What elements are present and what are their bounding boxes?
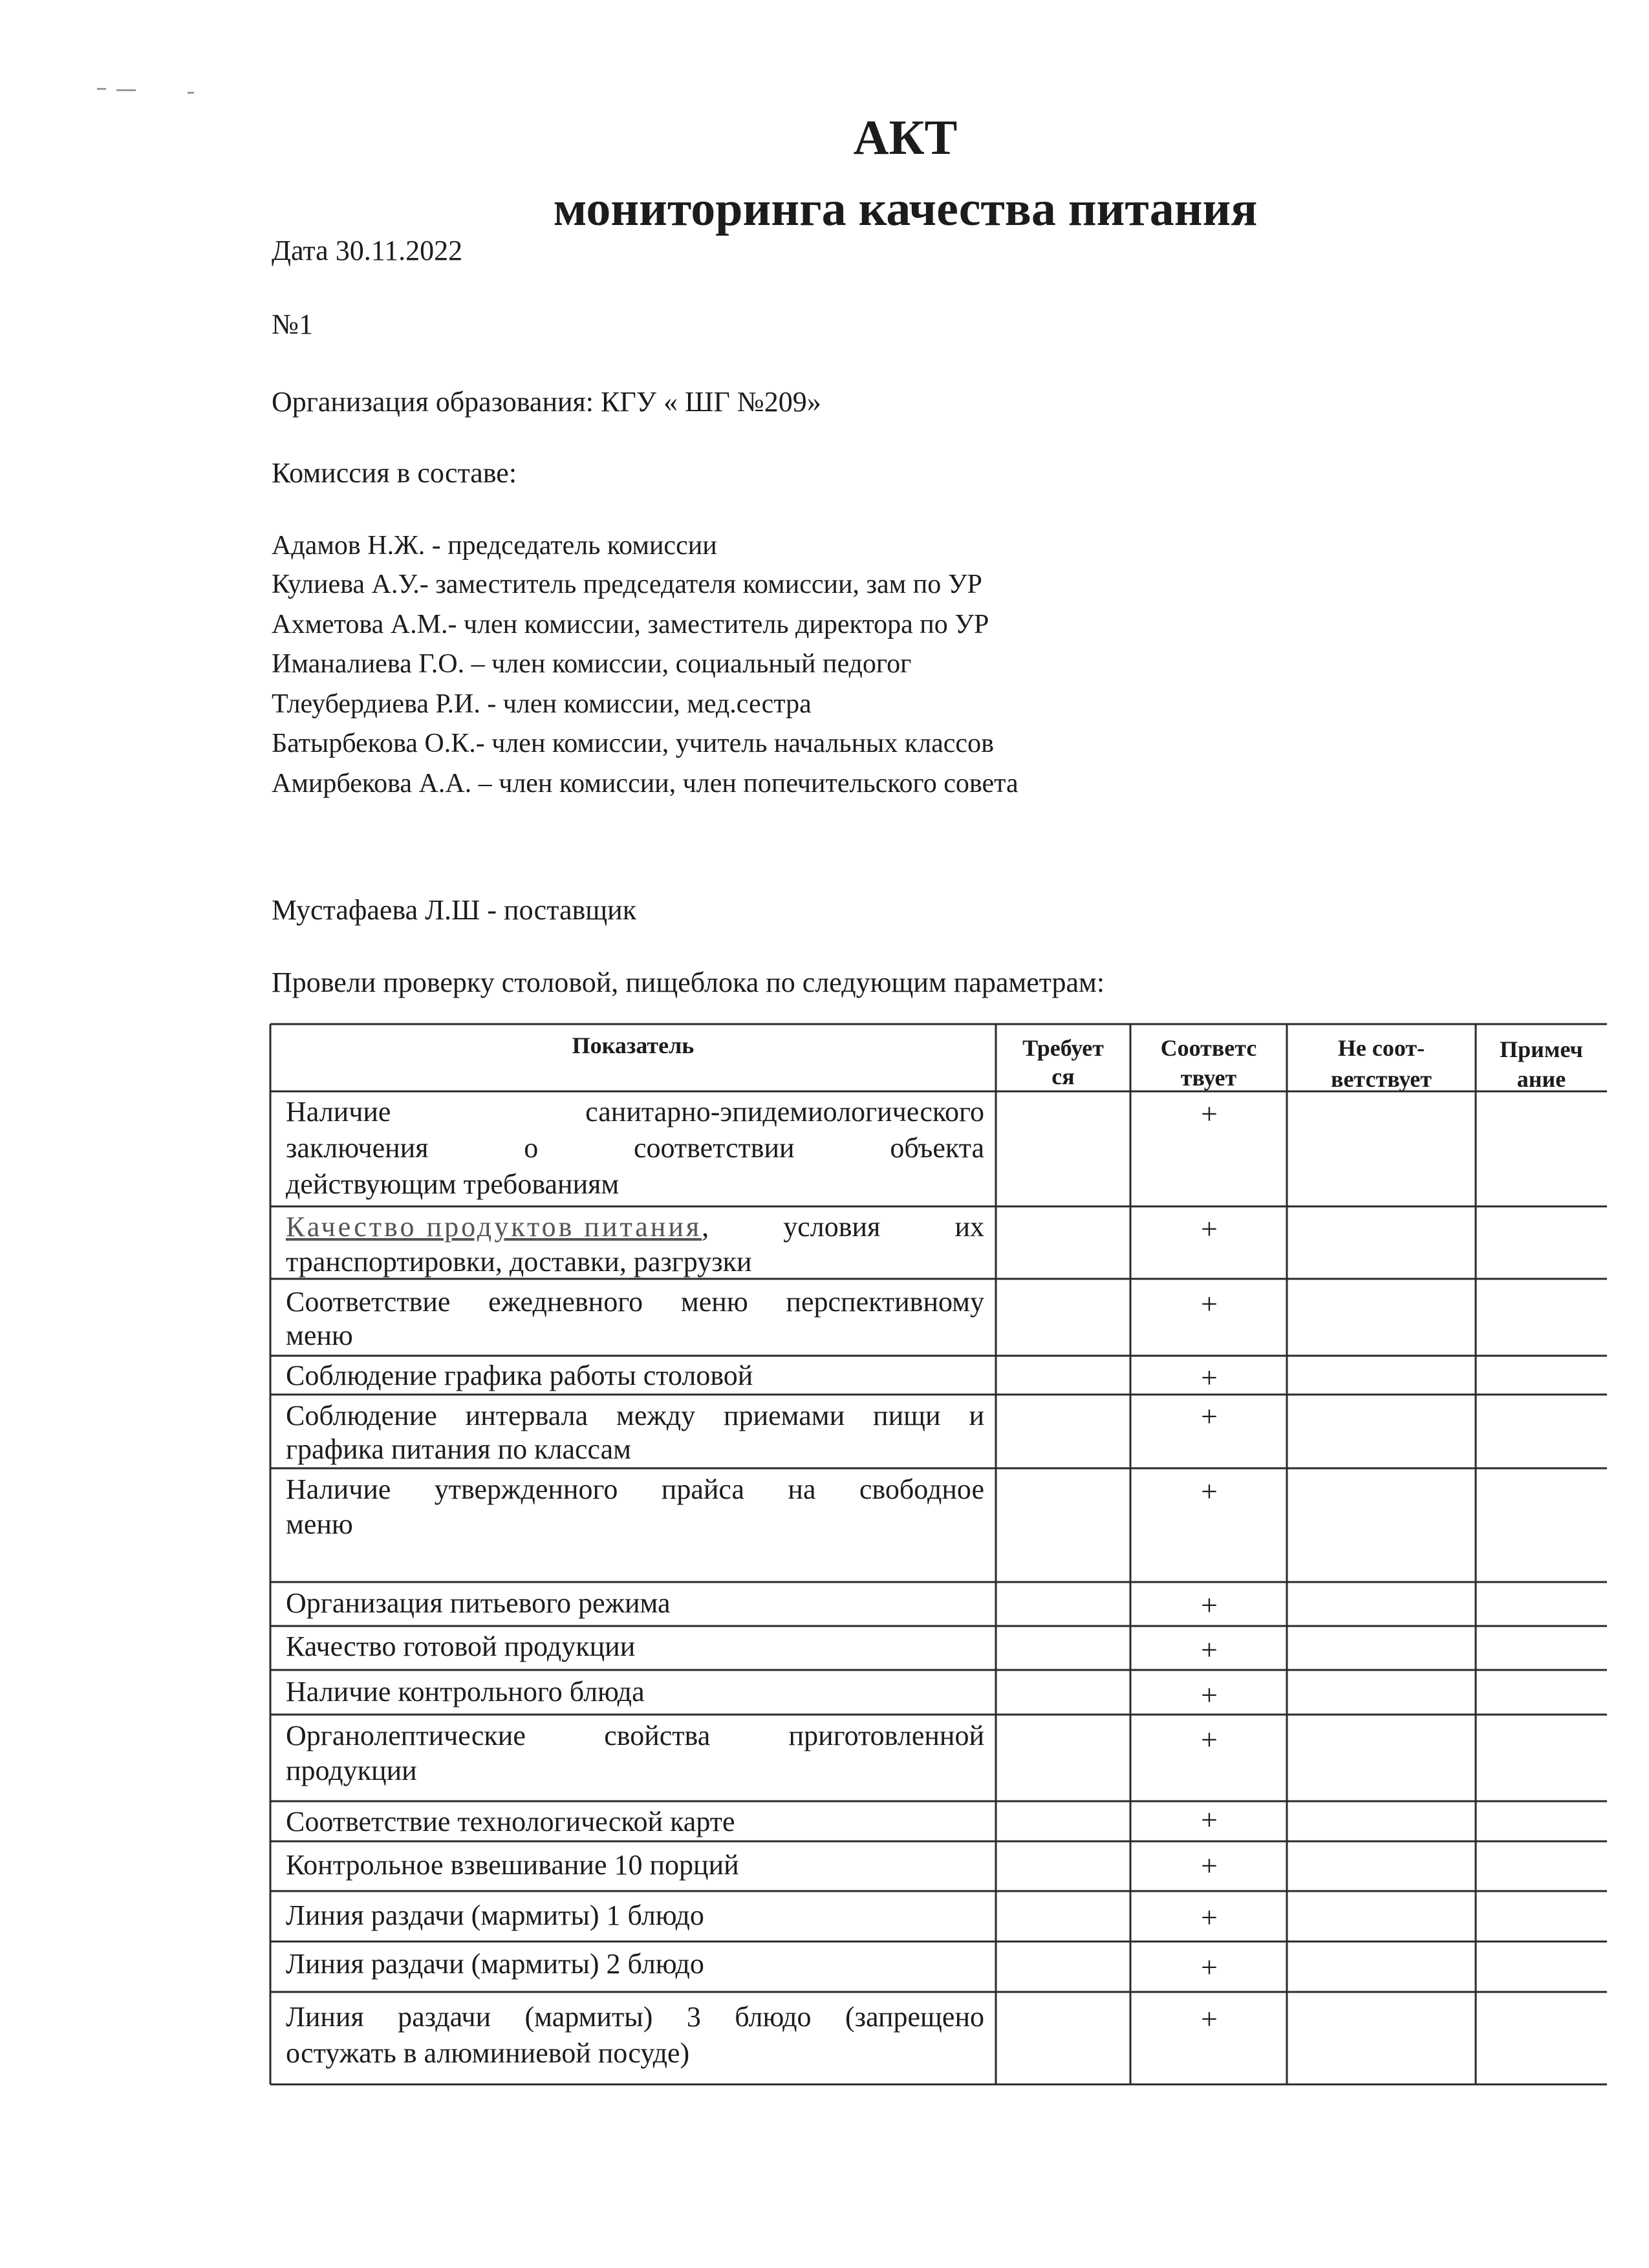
commission-member: Адамов Н.Ж. - председатель комиссии: [272, 531, 717, 561]
complies-mark: +: [1201, 1951, 1218, 1984]
header-noncompliant-line2: ветствует: [1331, 1066, 1432, 1092]
intro-line: Провели проверку столовой, пищеблока по следующим параметрам:: [272, 967, 1105, 998]
complies-mark: +: [1201, 1212, 1218, 1245]
supplier-line: Мустафаева Л.Ш - поставщик: [272, 894, 637, 926]
header-noncompliant-line1: Не соот-: [1337, 1035, 1425, 1061]
header-indicator: Показатель: [572, 1032, 695, 1058]
header-required-line2: ся: [1051, 1064, 1075, 1089]
act-number: №1: [272, 308, 313, 340]
header-complies-line1: Соответс: [1160, 1035, 1257, 1061]
commission-member: Ахметова А.М.- член комиссии, заместитель директора по УР: [272, 610, 989, 639]
table-row-indicator: Организация питьевого режима: [286, 1587, 671, 1619]
date-line: Дата 30.11.2022: [272, 235, 463, 266]
table-row-indicator: остужать в алюминиевой посуде): [286, 2037, 690, 2069]
complies-mark: +: [1201, 1287, 1218, 1320]
document-subtitle: мониторинга качества питания: [553, 182, 1258, 236]
commission-member: Тлеубердиева Р.И. - член комиссии, мед.сестра: [272, 689, 812, 719]
table-row-indicator: Линия раздачи (мармиты) 2 блюдо: [286, 1948, 704, 1980]
complies-mark: +: [1201, 1723, 1218, 1756]
commission-member: Иманалиева Г.О. – член комиссии, социальный педогог: [272, 649, 912, 679]
complies-mark: +: [1201, 1361, 1218, 1394]
table-row-indicator: Наличие утвержденного прайса на свободное: [286, 1473, 984, 1505]
table-row-indicator: заключения о соответствии объекта: [286, 1132, 984, 1164]
document-title: АКТ: [853, 111, 958, 165]
commission-member: Кулиева А.У.- заместитель председателя комиссии, зам по УР: [272, 570, 982, 599]
complies-mark: +: [1201, 1803, 1218, 1836]
header-note-line1: Примеч: [1500, 1036, 1583, 1062]
table-row-indicator: действующим требованиям: [286, 1168, 620, 1200]
complies-mark: +: [1201, 1901, 1218, 1934]
table-row-indicator: Качество готовой продукции: [286, 1631, 636, 1662]
header-required-line1: Требует: [1022, 1035, 1104, 1061]
table-row-indicator: меню: [286, 1320, 353, 1351]
complies-mark: +: [1201, 1097, 1218, 1130]
table-row-indicator: Линия раздачи (мармиты) 3 блюдо (запрещено: [286, 2001, 984, 2033]
table-row-indicator: транспортировки, доставки, разгрузки: [286, 1246, 752, 1278]
scan-speck: [116, 89, 136, 91]
table-row-indicator: Линия раздачи (мармиты) 1 блюдо: [286, 1899, 704, 1931]
table-row-indicator: меню: [286, 1508, 353, 1540]
commission-heading: Комиссия в составе:: [272, 457, 517, 489]
table-row-indicator: [286, 1209, 984, 1245]
scan-speck: [97, 88, 106, 90]
header-complies-line2: твует: [1180, 1065, 1237, 1091]
table-row-indicator: Органолептические свойства приготовленной: [286, 1720, 984, 1751]
complies-mark: +: [1201, 1678, 1218, 1711]
table-row-indicator: Наличие санитарно-эпидемиологического: [286, 1096, 984, 1128]
table-row-indicator: Наличие контрольного блюда: [286, 1676, 645, 1707]
complies-mark: +: [1201, 1849, 1218, 1882]
table-row-indicator: продукции: [286, 1755, 417, 1786]
table-row-indicator: Соответствие технологической карте: [286, 1806, 735, 1837]
table-row-indicator: Контрольное взвешивание 10 порций: [286, 1849, 739, 1881]
scan-speck: [188, 92, 194, 94]
struck-text: Качество продуктов питания: [286, 1211, 702, 1243]
table-row-indicator: Соответствие ежедневного меню перспективному: [286, 1286, 984, 1318]
commission-member: Батырбекова О.К.- член комиссии, учитель начальных классов: [272, 729, 994, 758]
header-note-line2: ание: [1516, 1066, 1566, 1092]
complies-mark: +: [1201, 1589, 1218, 1621]
complies-mark: +: [1201, 1633, 1218, 1666]
row-text: , условия их: [702, 1211, 984, 1243]
organization-line: Организация образования: КГУ « ШГ №209»: [272, 386, 821, 418]
complies-mark: +: [1201, 1475, 1218, 1508]
complies-mark: +: [1201, 1400, 1218, 1433]
commission-member: Амирбекова А.А. – член комиссии, член попечительского совета: [272, 769, 1018, 798]
table-row-indicator: графика питания по классам: [286, 1433, 631, 1465]
complies-mark: +: [1201, 2002, 1218, 2035]
table-row-indicator: Соблюдение интервала между приемами пищи и: [286, 1400, 984, 1431]
table-row-indicator: Соблюдение графика работы столовой: [286, 1360, 753, 1391]
